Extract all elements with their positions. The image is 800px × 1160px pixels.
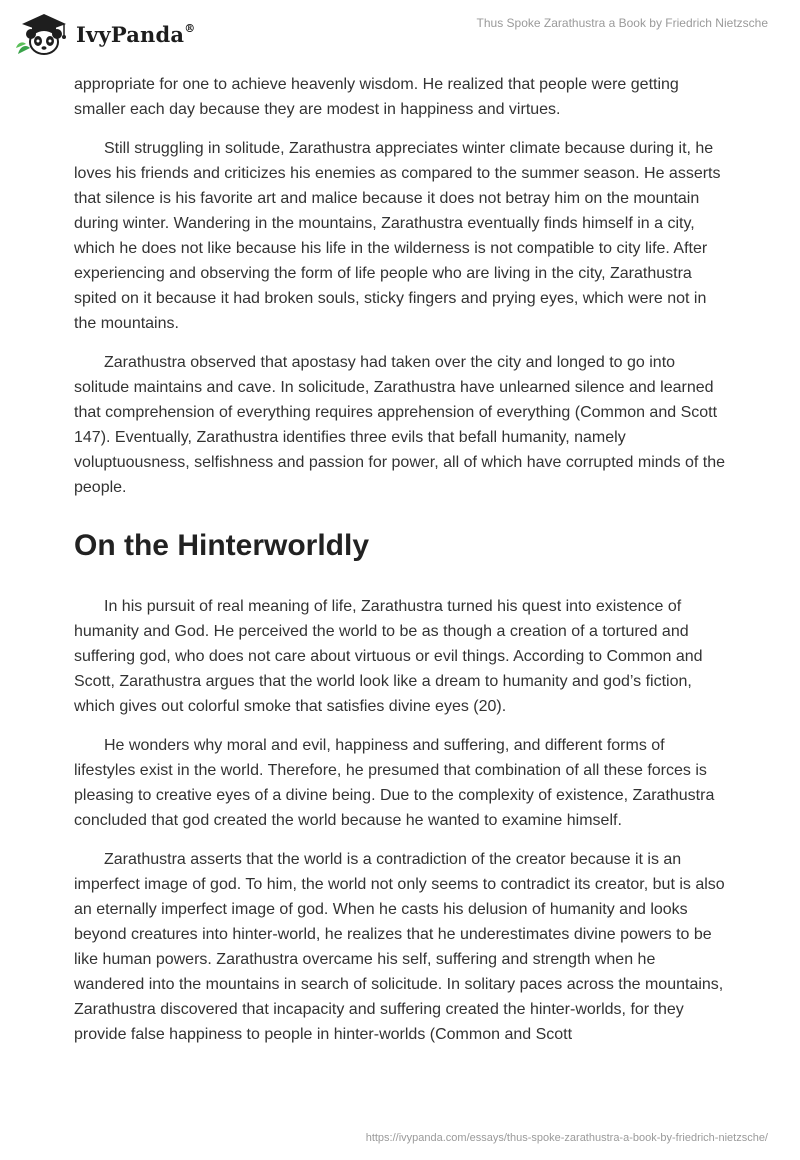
paragraph: appropriate for one to achieve heavenly wisdom. He realized that people were getting smaller each day because they are modest in happiness and virtues.: [74, 76, 679, 118]
paragraph: Zarathustra asserts that the world is a contradiction of the creator because it is an imperfect image of god. To him, the world not only seems to contradict its creator, but is also an eternally imperfect image of god. When he casts his delusion of humanity and looks beyond creatures into hinter-world, he realizes that he underestimates divine powers to be like human powers. Zarathustra overcame his self, suffering and strength when he wandered into the mountains in search of solicitude. In solitary paces across the mountains, Zarathustra discovered that incapacity and suffering created the hinter-worlds, for they provide false happiness to people in hinter-worlds (Common and Scott: [74, 851, 725, 1043]
source-url[interactable]: https://ivypanda.com/essays/thus-spoke-zarathustra-a-book-by-friedrich-nietzsche/: [365, 1132, 768, 1144]
paragraph: Zarathustra observed that apostasy had taken over the city and longed to go into solitude maintains and cave. In solicitude, Zarathustra have unlearned silence and learned that comprehension of everything requires apprehension of everything (Common and Scott 147). Eventually, Zarathustra identifies three evils that befall humanity, namely voluptuousness, selfishness and passion for power, all of which have corrupted minds of the people.: [74, 354, 726, 496]
brand-name: IvyPanda®: [76, 22, 196, 47]
paragraph: In his pursuit of real meaning of life, Zarathustra turned his quest into existence of humanity and God. He perceived the world to be as though a creation of a tortured and suffering god, who does not care about virtuous or evil things. According to Common and Scott, Zarathustra argues that the world look like a dream to humanity and god’s fiction, which gives out colorful smoke that satisfies divine eyes (20).: [74, 598, 703, 715]
document-title: Thus Spoke Zarathustra a Book by Friedrich Nietzsche: [476, 16, 768, 30]
page-header: [0, 0, 800, 70]
essay-content: [74, 72, 730, 1061]
paragraph: He wonders why moral and evil, happiness and suffering, and different forms of lifestyles exist in the world. Therefore, he presumed that combination of all these forces is pleasing to creative eyes of a divine being. Due to the complexity of existence, Zarathustra concluded that god created the world because he wanted to examine himself.: [74, 737, 715, 829]
paragraph: Still struggling in solitude, Zarathustra appreciates winter climate because during it, he loves his friends and criticizes his enemies as compared to the summer season. He asserts that silence is his favorite art and malice because it does not betray him on the mountain during winter. Wandering in the mountains, Zarathustra eventually finds himself in a city, which he does not like because his life in the wilderness is not compatible to city life. After experiencing and observing the form of life people who are living in the city, Zarathustra spited on it because it had broken souls, sticky fingers and prying eyes, which were not in the mountains.: [74, 140, 721, 332]
panda-graduation-cap-icon: [14, 10, 72, 58]
ivypanda-logo[interactable]: [14, 10, 234, 58]
section-heading: On the Hinterworldly: [74, 529, 370, 562]
